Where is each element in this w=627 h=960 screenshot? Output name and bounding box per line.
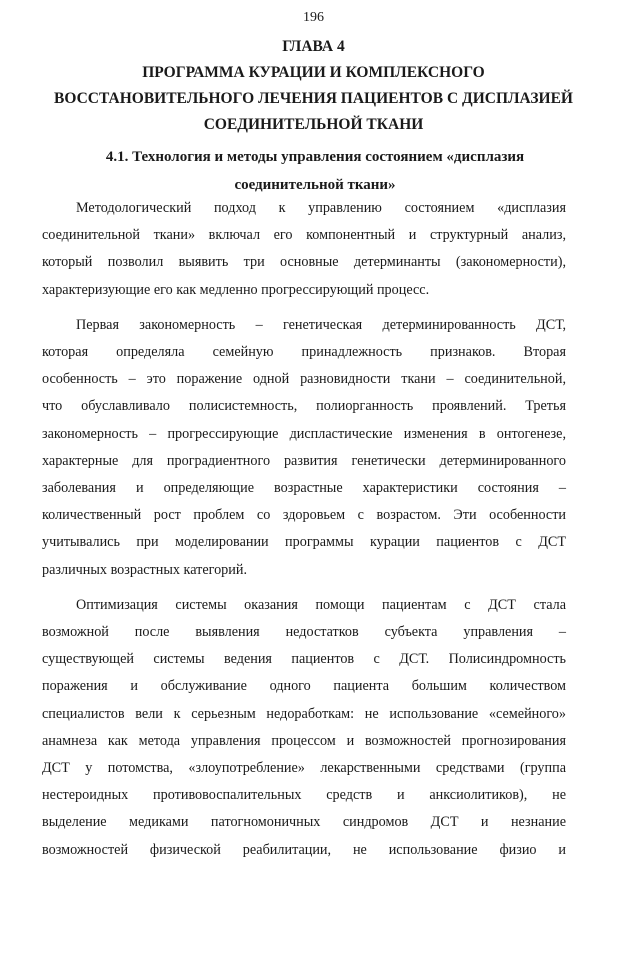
paragraph-line: возможной после выявления недостатков субъекта управления –: [42, 624, 566, 641]
paragraph-line: различных возрастных категорий.: [42, 561, 248, 578]
paragraph-line: Первая закономерность – генетическая детерминированность ДСТ,: [76, 316, 566, 333]
paragraph-line: соединительной ткани» включал его компонентный и структурный анализ,: [42, 227, 566, 244]
paragraph-line: Методологический подход к управлению состоянием «дисплазия: [76, 200, 566, 216]
section-title-line: 4.1. Технология и методы управления состоянием «дисплазия: [105, 149, 525, 165]
paragraph-line: особенность – это поражение одной разновидности ткани – соединительной,: [42, 371, 566, 388]
paragraph-line: поражения и обслуживание одного пациента большим количеством: [42, 678, 566, 695]
paragraph-line: выделение медиками патогномоничных синдромов ДСТ и незнание: [42, 814, 566, 831]
chapter-title: [0, 60, 627, 138]
paragraph: [42, 312, 566, 584]
paragraph-line: характеризующие его как медленно прогрессирующий процесс.: [42, 281, 430, 298]
paragraph-line: что обуславливало полисистемность, полиорганность проявлений. Третья: [42, 398, 566, 415]
paragraph: [42, 592, 566, 864]
paragraph-line: ДСТ у потомства, «злоупотребление» лекарственными средствами (группа: [42, 760, 566, 777]
chapter-title-line: ВОССТАНОВИТЕЛЬНОГО ЛЕЧЕНИЯ ПАЦИЕНТОВ С ДИСПЛАЗИЕЙ: [53, 90, 573, 107]
paragraph-line: количественный рост проблем со здоровьем с возрастом. Эти особенности: [42, 507, 566, 524]
paragraph-line: возможностей физической реабилитации, не использование физио и: [42, 841, 566, 858]
chapter-title-line: СОЕДИНИТЕЛЬНОЙ ТКАНИ: [203, 116, 424, 133]
chapter-title-line: ПРОГРАММА КУРАЦИИ И КОМПЛЕКСНОГО: [142, 64, 485, 81]
paragraph-line: нестероидных противовоспалительных средств и анксиолитиков), не: [42, 787, 566, 804]
paragraph-line: Оптимизация системы оказания помощи пациентам с ДСТ стала: [76, 596, 566, 613]
paragraph-line: закономерность – прогрессирующие диспластические изменения в онтогенезе,: [42, 425, 566, 442]
section-title-line: соединительной ткани»: [234, 177, 396, 193]
paragraph-line: заболевания и определяющие возрастные характеристики состояния –: [42, 480, 566, 497]
body-text: [42, 195, 566, 872]
paragraph-line: специалистов вели к серьезным недоработкам: не использование «семейного»: [42, 705, 566, 722]
chapter-heading: ГЛАВА 4: [282, 38, 345, 55]
paragraph-line: существующей системы ведения пациентов с ДСТ. Полисиндромность: [42, 651, 566, 668]
paragraph-line: учитывались при моделировании программы курации пациентов с ДСТ: [42, 534, 566, 551]
section-title: [40, 143, 590, 199]
paragraph-line: которая определяла семейную принадлежность признаков. Вторая: [42, 344, 566, 361]
paragraph-line: который позволил выявить три основные детерминанты (закономерности),: [42, 254, 566, 271]
paragraph-line: анамнеза как метода управления процессом и возможностей прогнозирования: [42, 732, 566, 749]
paragraph-line: характерные для проградиентного развития генетически детерминированного: [42, 452, 566, 469]
paragraph: [42, 195, 566, 304]
page-number: 196: [303, 10, 324, 25]
